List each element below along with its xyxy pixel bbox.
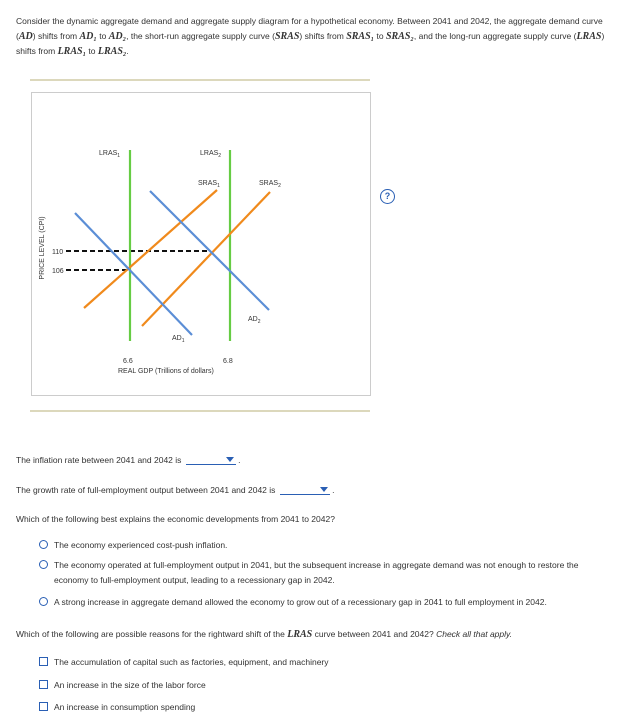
radio-option-2[interactable]: The economy operated at full-employment output in 2041, but the subsequent increase in aggregate demand was not enough to restore the economy to full-employment output, leading to a recessionary gap in 2042. [40,558,600,588]
x-tick-6-8: 6.8 [223,358,233,365]
radio-button[interactable] [39,560,48,569]
checkbox-option-2[interactable]: An increase in the size of the labor force [40,678,600,693]
checkbox-option-1[interactable]: The accumulation of capital such as factories, equipment, and machinery [40,655,600,670]
ad-as-chart [32,93,370,395]
checkbox[interactable] [39,657,48,666]
y-tick-106: 106 [52,268,64,275]
check-all-hint: Check all that apply. [436,629,513,639]
question-inflation: The inflation rate between 2041 and 2042 is . [16,452,241,465]
sras2-line [142,192,270,326]
term-lras: LRAS [576,31,602,42]
graph-panel[interactable] [31,92,391,396]
divider-bottom [30,410,370,412]
help-icon[interactable]: ? [380,189,395,204]
term-ad: AD [18,31,33,42]
checkbox[interactable] [39,680,48,689]
label-lras1: $LRAS_1$ [99,150,121,159]
label-ad1: $AD_1$ [172,335,185,344]
x-axis-label: REAL GDP (Trillions of dollars) [118,368,214,375]
y-axis-label: PRICE LEVEL (CPI) [39,216,46,280]
term-lras1: LRAS₁ [57,46,87,57]
growth-rate-dropdown[interactable] [280,482,330,495]
problem-intro: Consider the dynamic aggregate demand and aggregate supply diagram for a hypothetical economy. Between 2041 and 2042, the aggregate demand curve (AD) shifts from AD₁ to AD₂, the short-run aggregate supply curve (SRAS) shifts from SRAS₁ to SRAS₂, and the long-run aggregate supply curve (LRAS) shifts from LRAS₁ to LRAS₂. [16,16,605,57]
question-explanation: Which of the following best explains the economic developments from 2041 to 2042? [16,514,335,524]
term-ad2: AD₂ [108,31,127,42]
dropdown-caret-icon [226,457,234,462]
label-lras2: $LRAS_2$ [200,150,222,159]
dropdown-caret-icon [320,487,328,492]
term-lras-inline: LRAS [287,629,313,640]
term-sras: SRAS [274,31,300,42]
term-sras1: SRAS₁ [346,31,375,42]
checkbox[interactable] [39,702,48,711]
term-lras2: LRAS₂ [97,46,127,57]
y-tick-110: 110 [52,249,64,256]
term-ad1: AD₁ [79,31,97,42]
label-sras1: $SRAS_1$ [198,180,220,189]
radio-button[interactable] [39,597,48,606]
label-ad2: $AD_2$ [248,316,261,325]
x-tick-6-6: 6.6 [123,358,133,365]
question-lras-shift: Which of the following are possible reasons for the rightward shift of the LRAS curve between 2041 and 2042? Check all that apply. [16,629,513,640]
checkbox-option-3[interactable]: An increase in consumption spending [40,700,600,715]
label-sras2: $SRAS_2$ [259,180,281,189]
ad1-line [75,213,192,335]
divider-top [30,79,370,81]
radio-option-1[interactable]: The economy experienced cost-push inflation. [40,538,600,553]
inflation-rate-dropdown[interactable] [186,452,236,465]
term-sras2: SRAS₂ [385,31,414,42]
radio-option-3[interactable]: A strong increase in aggregate demand allowed the economy to grow out of a recessionary gap in 2041 to full employment in 2042. [40,595,600,610]
question-growth: The growth rate of full-employment output between 2041 and 2042 is . [16,482,335,495]
radio-button[interactable] [39,540,48,549]
ad2-line [150,191,269,310]
